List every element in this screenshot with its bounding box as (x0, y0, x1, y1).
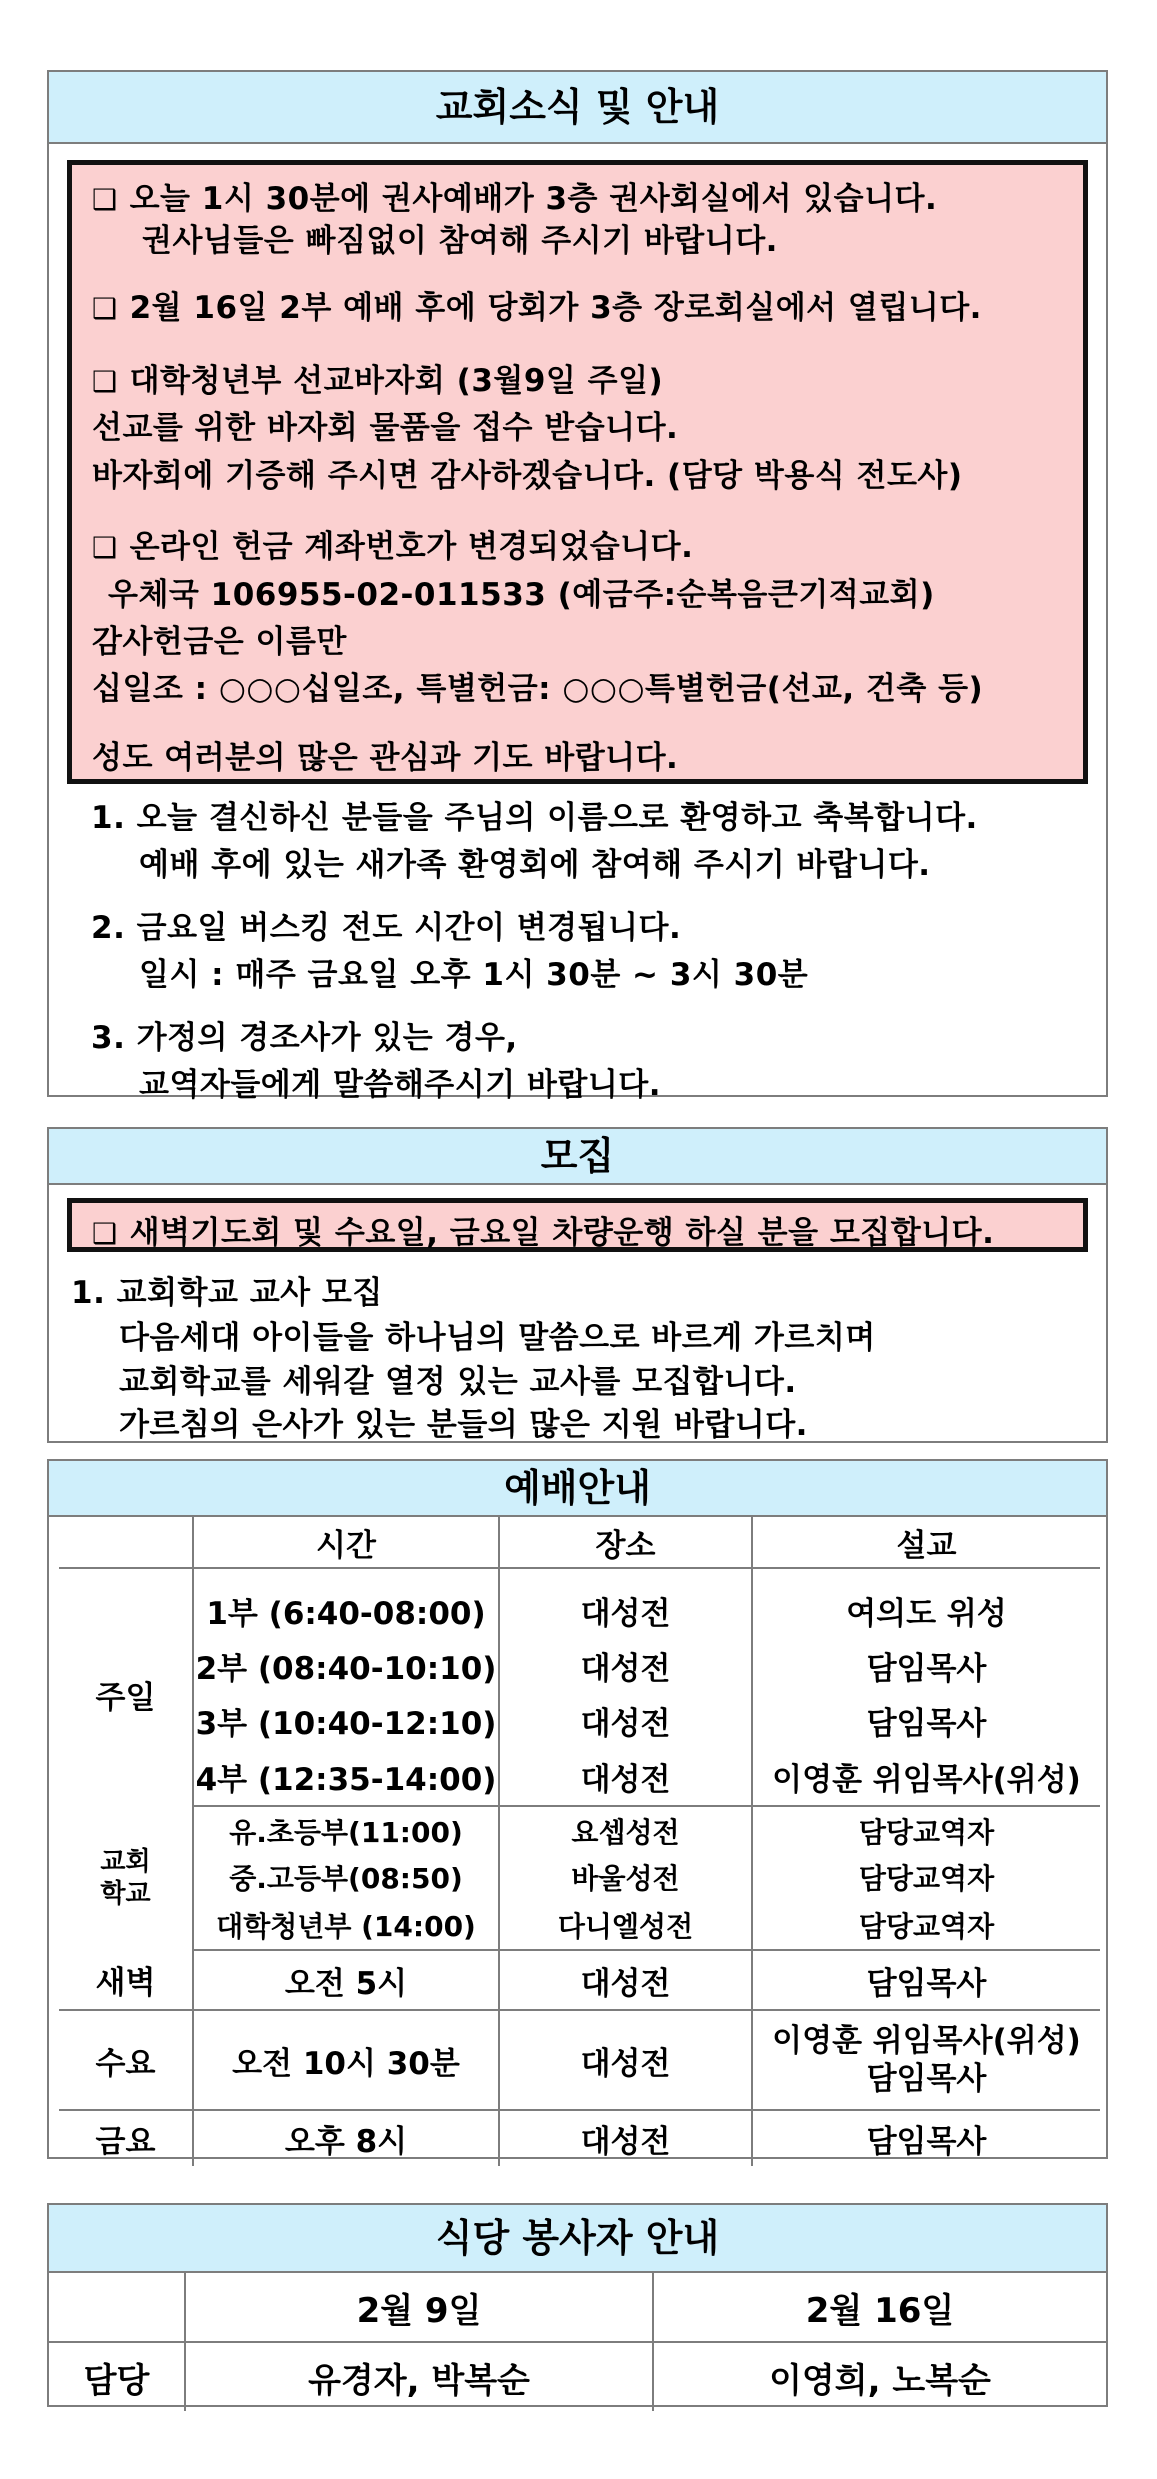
sunday-label: 주일 (59, 1583, 193, 1806)
news-item-2-line1: 2. 금요일 버스킹 전도 시간이 변경됩니다. (91, 910, 682, 946)
cafe-row-label: 담당 (49, 2342, 185, 2411)
recruit-notice-box (67, 1198, 1088, 1252)
notice-item-4-line4: 십일조 : ○○○십일조, 특별헌금: ○○○특별헌금(선교, 건축 등) (92, 671, 984, 707)
notice-closing: 성도 여러분의 많은 관심과 기도 바랍니다. (92, 740, 679, 776)
news-item-2-line2: 일시 : 매주 금요일 오후 1시 30분 ~ 3시 30분 (139, 957, 809, 993)
time-cell: 1부 (6:40-08:00) (193, 1583, 499, 1638)
checkbox-bullet-icon: ❑ (92, 531, 118, 564)
news-item-1-line2: 예배 후에 있는 새가족 환영회에 참여해 주시기 바랍니다. (139, 847, 931, 883)
cafeteria-title: 식당 봉사자 안내 (49, 2205, 1106, 2273)
header-preacher: 설교 (752, 1517, 1100, 1568)
preacher-cell: 담당교역자 (752, 1900, 1100, 1950)
place-cell: 대성전 (499, 1638, 752, 1693)
checkbox-bullet-icon: ❑ (92, 183, 118, 216)
preacher-cell: 담당교역자 (858, 1815, 995, 1849)
notice-item-3-line1: ❑ 대학청년부 선교바자회 (3월9일 주일) (92, 363, 664, 399)
table-row (59, 1900, 1100, 1950)
friday-label: 금요 (59, 2110, 193, 2166)
preacher-cell: 담임목사 (752, 1950, 1100, 2010)
news-item-3-line1: 3. 가정의 경조사가 있는 경우, (91, 1020, 518, 1056)
table-row (59, 1583, 1100, 1638)
date-cell: 2월 9일 (185, 2273, 653, 2342)
news-panel (47, 70, 1108, 1103)
preacher-cell: 이영훈 위임목사(위성) (752, 1748, 1100, 1806)
table-row (59, 1950, 1100, 2010)
notice-item-2-line1: ❑ 2월 16일 2부 예배 후에 당회가 3층 장로회실에서 열립니다. (92, 290, 982, 326)
recruit-title: 모집 (49, 1129, 1106, 1185)
preacher-cell: 이영훈 위임목사(위성) 담임목사 (752, 2010, 1100, 2110)
checkbox-bullet-icon: ❑ (92, 365, 118, 398)
header-place: 장소 (499, 1517, 752, 1568)
cafeteria-table (49, 2273, 1106, 2411)
notice-item-3-line3: 바자회에 기증해 주시면 감사하겠습니다. (담당 박용식 전도사) (92, 458, 963, 494)
header-empty (59, 1517, 193, 1568)
worship-schedule-table (59, 1517, 1100, 2166)
recruit-item-line2: 다음세대 아이들을 하나님의 말씀으로 바르게 가르치며 (119, 1320, 876, 1356)
news-title: 교회소식 및 안내 (49, 72, 1106, 144)
place-cell: 바울성전 (499, 1854, 752, 1900)
table-row (59, 2010, 1100, 2110)
worship-title: 예배안내 (49, 1461, 1106, 1517)
preacher-cell: 담당교역자 (858, 1862, 995, 1895)
checkbox-bullet-icon: ❑ (92, 292, 118, 325)
recruit-item-line1: 1. 교회학교 교사 모집 (71, 1275, 383, 1311)
volunteers-cell: 유경자, 박복순 (185, 2342, 653, 2411)
place-cell: 대성전 (499, 1693, 752, 1748)
worship-panel (47, 1459, 1108, 2159)
recruit-notice-text: ❑ 새벽기도회 및 수요일, 금요일 차량운행 하실 분을 모집합니다. (92, 1215, 995, 1251)
date-cell: 2월 16일 (653, 2273, 1106, 2342)
place-cell: 대성전 (499, 1748, 752, 1806)
time-cell: 대학청년부 (14:00) (193, 1900, 499, 1950)
time-cell: 오전 10시 30분 (193, 2010, 499, 2110)
time-cell: 3부 (10:40-12:10) (193, 1693, 499, 1748)
news-item-1-line1: 1. 오늘 결신하신 분들을 주님의 이름으로 환영하고 축복합니다. (91, 800, 978, 836)
time-cell: 오전 5시 (193, 1950, 499, 2010)
time-cell: 4부 (12:35-14:00) (193, 1748, 499, 1806)
wednesday-label: 수요 (59, 2010, 193, 2110)
preacher-cell: 담임목사 (866, 1706, 987, 1742)
time-cell: 2부 (08:40-10:10) (193, 1638, 499, 1693)
table-row (59, 2110, 1100, 2166)
time-cell: 중.고등부(08:50) (193, 1854, 499, 1900)
recruit-panel (47, 1127, 1108, 1443)
preacher-cell: 담임목사 (866, 2124, 987, 2160)
volunteers-cell: 이영희, 노복순 (769, 2360, 991, 2401)
notice-item-1-line2: 권사님들은 빠짐없이 참여해 주시기 바랍니다. (142, 223, 778, 259)
table-row (59, 1693, 1100, 1748)
preacher-cell: 담임목사 (866, 1651, 987, 1687)
time-cell: 오후 8시 (193, 2110, 499, 2166)
dawn-label: 새벽 (59, 1950, 193, 2010)
table-row (49, 2273, 1106, 2342)
place-cell: 다니엘성전 (499, 1900, 752, 1950)
church-school-label: 교회 학교 (59, 1806, 193, 1950)
time-cell: 유.초등부(11:00) (193, 1806, 499, 1854)
cafe-empty-cell (49, 2273, 185, 2342)
table-row (59, 1638, 1100, 1693)
notice-item-4-line2: 우체국 106955-02-011533 (예금주:순복음큰기적교회) (108, 577, 935, 613)
preacher-cell: 여의도 위성 (846, 1596, 1007, 1632)
place-cell: 요셉성전 (499, 1806, 752, 1854)
place-cell: 대성전 (499, 1950, 752, 2010)
notice-item-1-line1: ❑ 오늘 1시 30분에 권사예배가 3층 권사회실에서 있습니다. (92, 181, 938, 217)
checkbox-bullet-icon: ❑ (92, 1217, 118, 1250)
table-row (59, 1854, 1100, 1900)
table-header-row (59, 1517, 1100, 1568)
news-notice-box (67, 160, 1088, 784)
notice-item-4-line3: 감사헌금은 이름만 (92, 624, 347, 660)
notice-item-3-line2: 선교를 위한 바자회 물품을 접수 받습니다. (92, 410, 679, 446)
place-cell: 대성전 (499, 2010, 752, 2110)
place-cell: 대성전 (499, 1583, 752, 1638)
recruit-item-line3: 교회학교를 세워갈 열정 있는 교사를 모집합니다. (119, 1364, 797, 1400)
table-row (59, 1806, 1100, 1854)
recruit-item-line4: 가르침의 은사가 있는 분들의 많은 지원 바랍니다. (119, 1407, 808, 1443)
header-time: 시간 (193, 1517, 499, 1568)
table-row (59, 1748, 1100, 1806)
news-item-3-line2: 교역자들에게 말씀해주시기 바랍니다. (139, 1067, 661, 1103)
place-cell: 대성전 (499, 2110, 752, 2166)
notice-item-4-line1: ❑ 온라인 헌금 계좌번호가 변경되었습니다. (92, 529, 694, 565)
table-row (49, 2342, 1106, 2411)
cafeteria-panel (47, 2203, 1108, 2407)
